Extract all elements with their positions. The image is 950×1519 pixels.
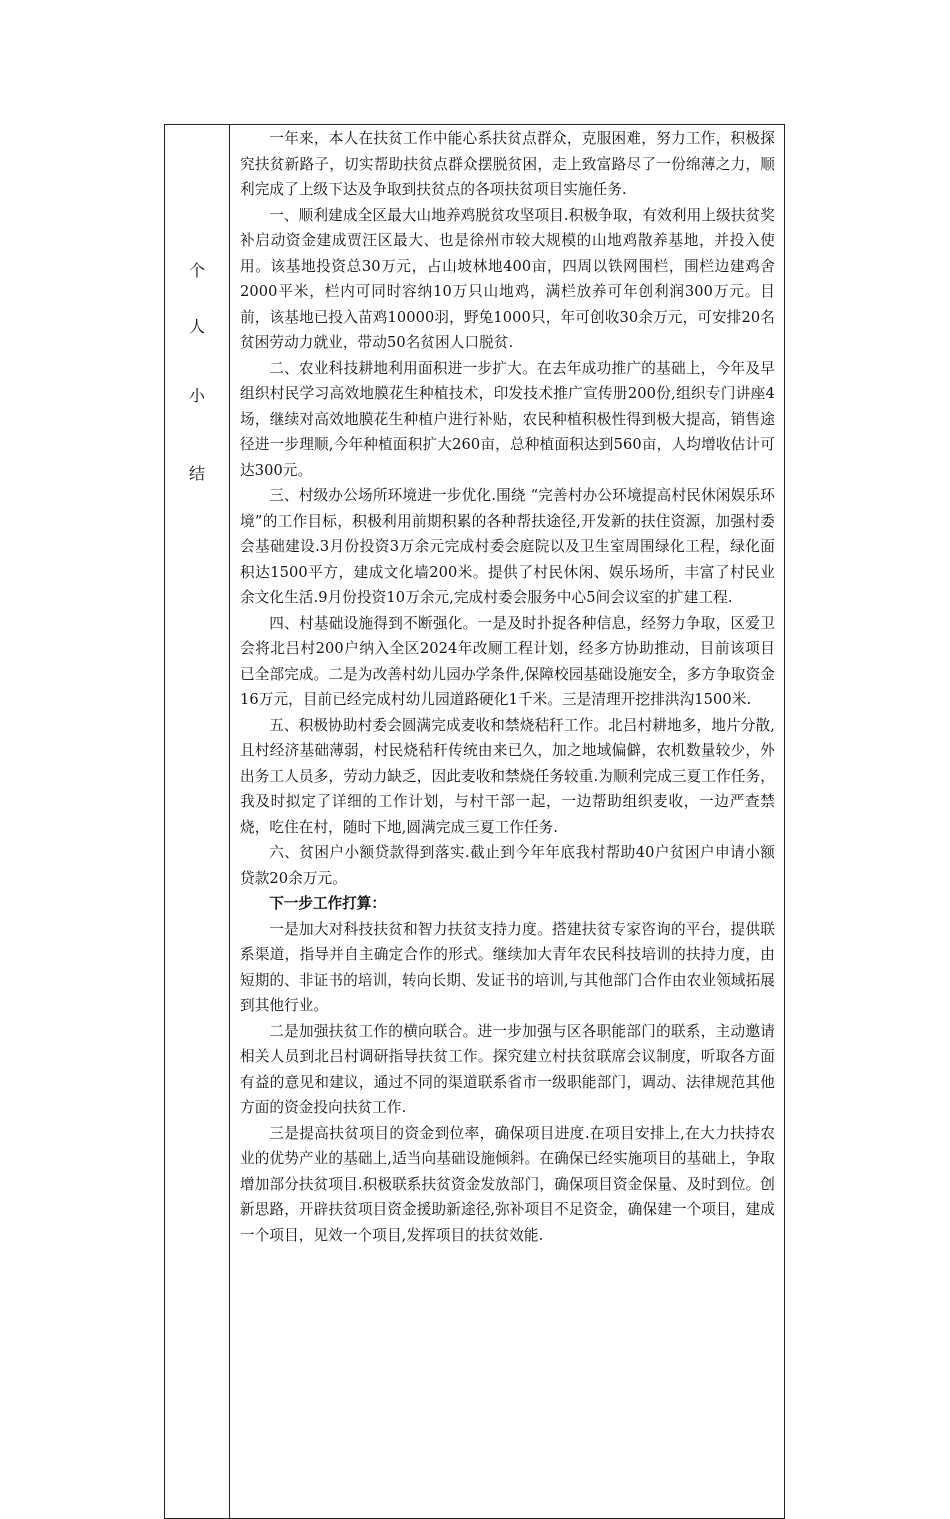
next-steps-heading: 下一步工作打算： [269, 895, 386, 912]
next-step-paragraph-2: 二是加强扶贫工作的横向联合。进一步加强与区各职能部门的联系，主动邀请相关人员到北吕村调研指导扶贫工作。探究建立村扶贫联席会议制度，听取各方面有益的意见和建议，通过不同的渠道联系省市一级职能部门，调动、法律规范其他方面的资金投向扶贫工作. [240, 1022, 775, 1116]
achievement-paragraph-6: 六、贫困户小额贷款得到落实.截止到今年年底我村帮助40户贫困户申请小额贷款20余万元。 [240, 844, 775, 887]
achievement-paragraph-5: 五、积极协助村委会圆满完成麦收和禁烧秸秆工作。北吕村耕地多，地片分散,且村经济基础薄弱，村民烧秸秆传统由来已久，加之地域偏僻，农机数量较少，外出务工人员多，劳动力缺乏，因此麦收和禁烧任务较重.为顺利完成三夏工作任务，我及时拟定了详细的工作计划，与村干部一起，一边帮助组织麦收，一边严查禁烧，吃住在村，随时下地,圆满完成三夏工作任务. [240, 716, 775, 836]
section-label-char: 小 [188, 386, 205, 405]
achievement-paragraph-4: 四、村基础设施得到不断强化。一是及时扑捉各种信息，经努力争取，区爱卫会将北吕村200户纳入全区2024年改厕工程计划，经多方协助推动，目前该项目已全部完成。二是为改善村幼儿园办学条件,保障校园基础设施安全，多方争取资金16万元，目前已经完成村幼儿园道路硬化1千米。三是清理开挖排洪沟1500米. [240, 614, 775, 708]
summary-content-cell [230, 125, 784, 1518]
summary-table [164, 124, 785, 1519]
section-label-char: 结 [188, 464, 205, 483]
achievement-paragraph-3: 三、村级办公场所环境进一步优化.围绕 “完善村办公环境提高村民休闲娱乐环境”的工作目标，积极利用前期积累的各种帮扶途径,开发新的扶住资源，加强村委会基础建设.3月份投资3万余元完成村委会庭院以及卫生室周围绿化工程，绿化面积达1500平方，建成文化墙200米。提供了村民休闲、娱乐场所，丰富了村民业余文化生活.9月份投资10万余元,完成村委会服务中心5间会议室的扩建工程. [240, 487, 775, 606]
achievement-paragraph-2: 二、农业科技耕地利用面积进一步扩大。在去年成功推广的基础上，今年及早组织村民学习高效地膜花生种植技术，印发技术推广宣传册200份,组织专门讲座4场，继续对高效地膜花生种植户进行补贴，农民种植积极性得到极大提高，销售途径进一步理顺,今年种植面积扩大260亩，总种植面积达到560亩，人均增收估计可达300元。 [240, 359, 775, 479]
next-step-paragraph-1: 一是加大对科技扶贫和智力扶贫支持力度。搭建扶贫专家咨询的平台，提供联系渠道，指导并自主确定合作的形式。继续加大青年农民科技培训的扶持力度，由短期的、非证书的培训，转向长期、发证书的培训,与其他部门合作由农业领域拓展到其他行业。 [240, 920, 775, 1014]
intro-paragraph: 一年来，本人在扶贫工作中能心系扶贫点群众，克服困难，努力工作，积极探究扶贫新路子，切实帮助扶贫点群众摆脱贫困，走上致富路尽了一份绵薄之力，顺利完成了上级下达及争取到扶贫点的各项扶贫项目实施任务. [240, 130, 775, 198]
next-step-paragraph-3: 三是提高扶贫项目的资金到位率，确保项目进度.在项目安排上,在大力扶持农业的优势产业的基础上,适当向基础设施倾斜。在确保已经实施项目的基础上，争取增加部分扶贫项目.积极联系扶贫资金发放部门，确保项目资金保量、及时到位。创新思路，开辟扶贫项目资金援助新途径,弥补项目不足资金，确保建一个项目，建成一个项目，见效一个项目,发挥项目的扶贫效能. [240, 1124, 775, 1244]
achievement-paragraph-1: 一、顺利建成全区最大山地养鸡脱贫攻坚项目.积极争取，有效利用上级扶贫奖补启动资金建成贾汪区最大、也是徐州市较大规模的山地鸡散养基地，并投入使用。该基地投资总30万元，占山坡林地400亩，四周以铁网围栏，围栏边建鸡舍2000平米，栏内可同时容纳10万只山地鸡，满栏放养可年创利润300万元。目前，该基地已投入苗鸡10000羽，野兔1000只，年可创收30余万元，可安排20名贫困劳动力就业，带动50名贫困人口脱贫. [240, 206, 775, 351]
section-label-char: 人 [188, 317, 205, 336]
section-label-char: 个 [188, 261, 205, 280]
section-label-cell [165, 125, 230, 1518]
